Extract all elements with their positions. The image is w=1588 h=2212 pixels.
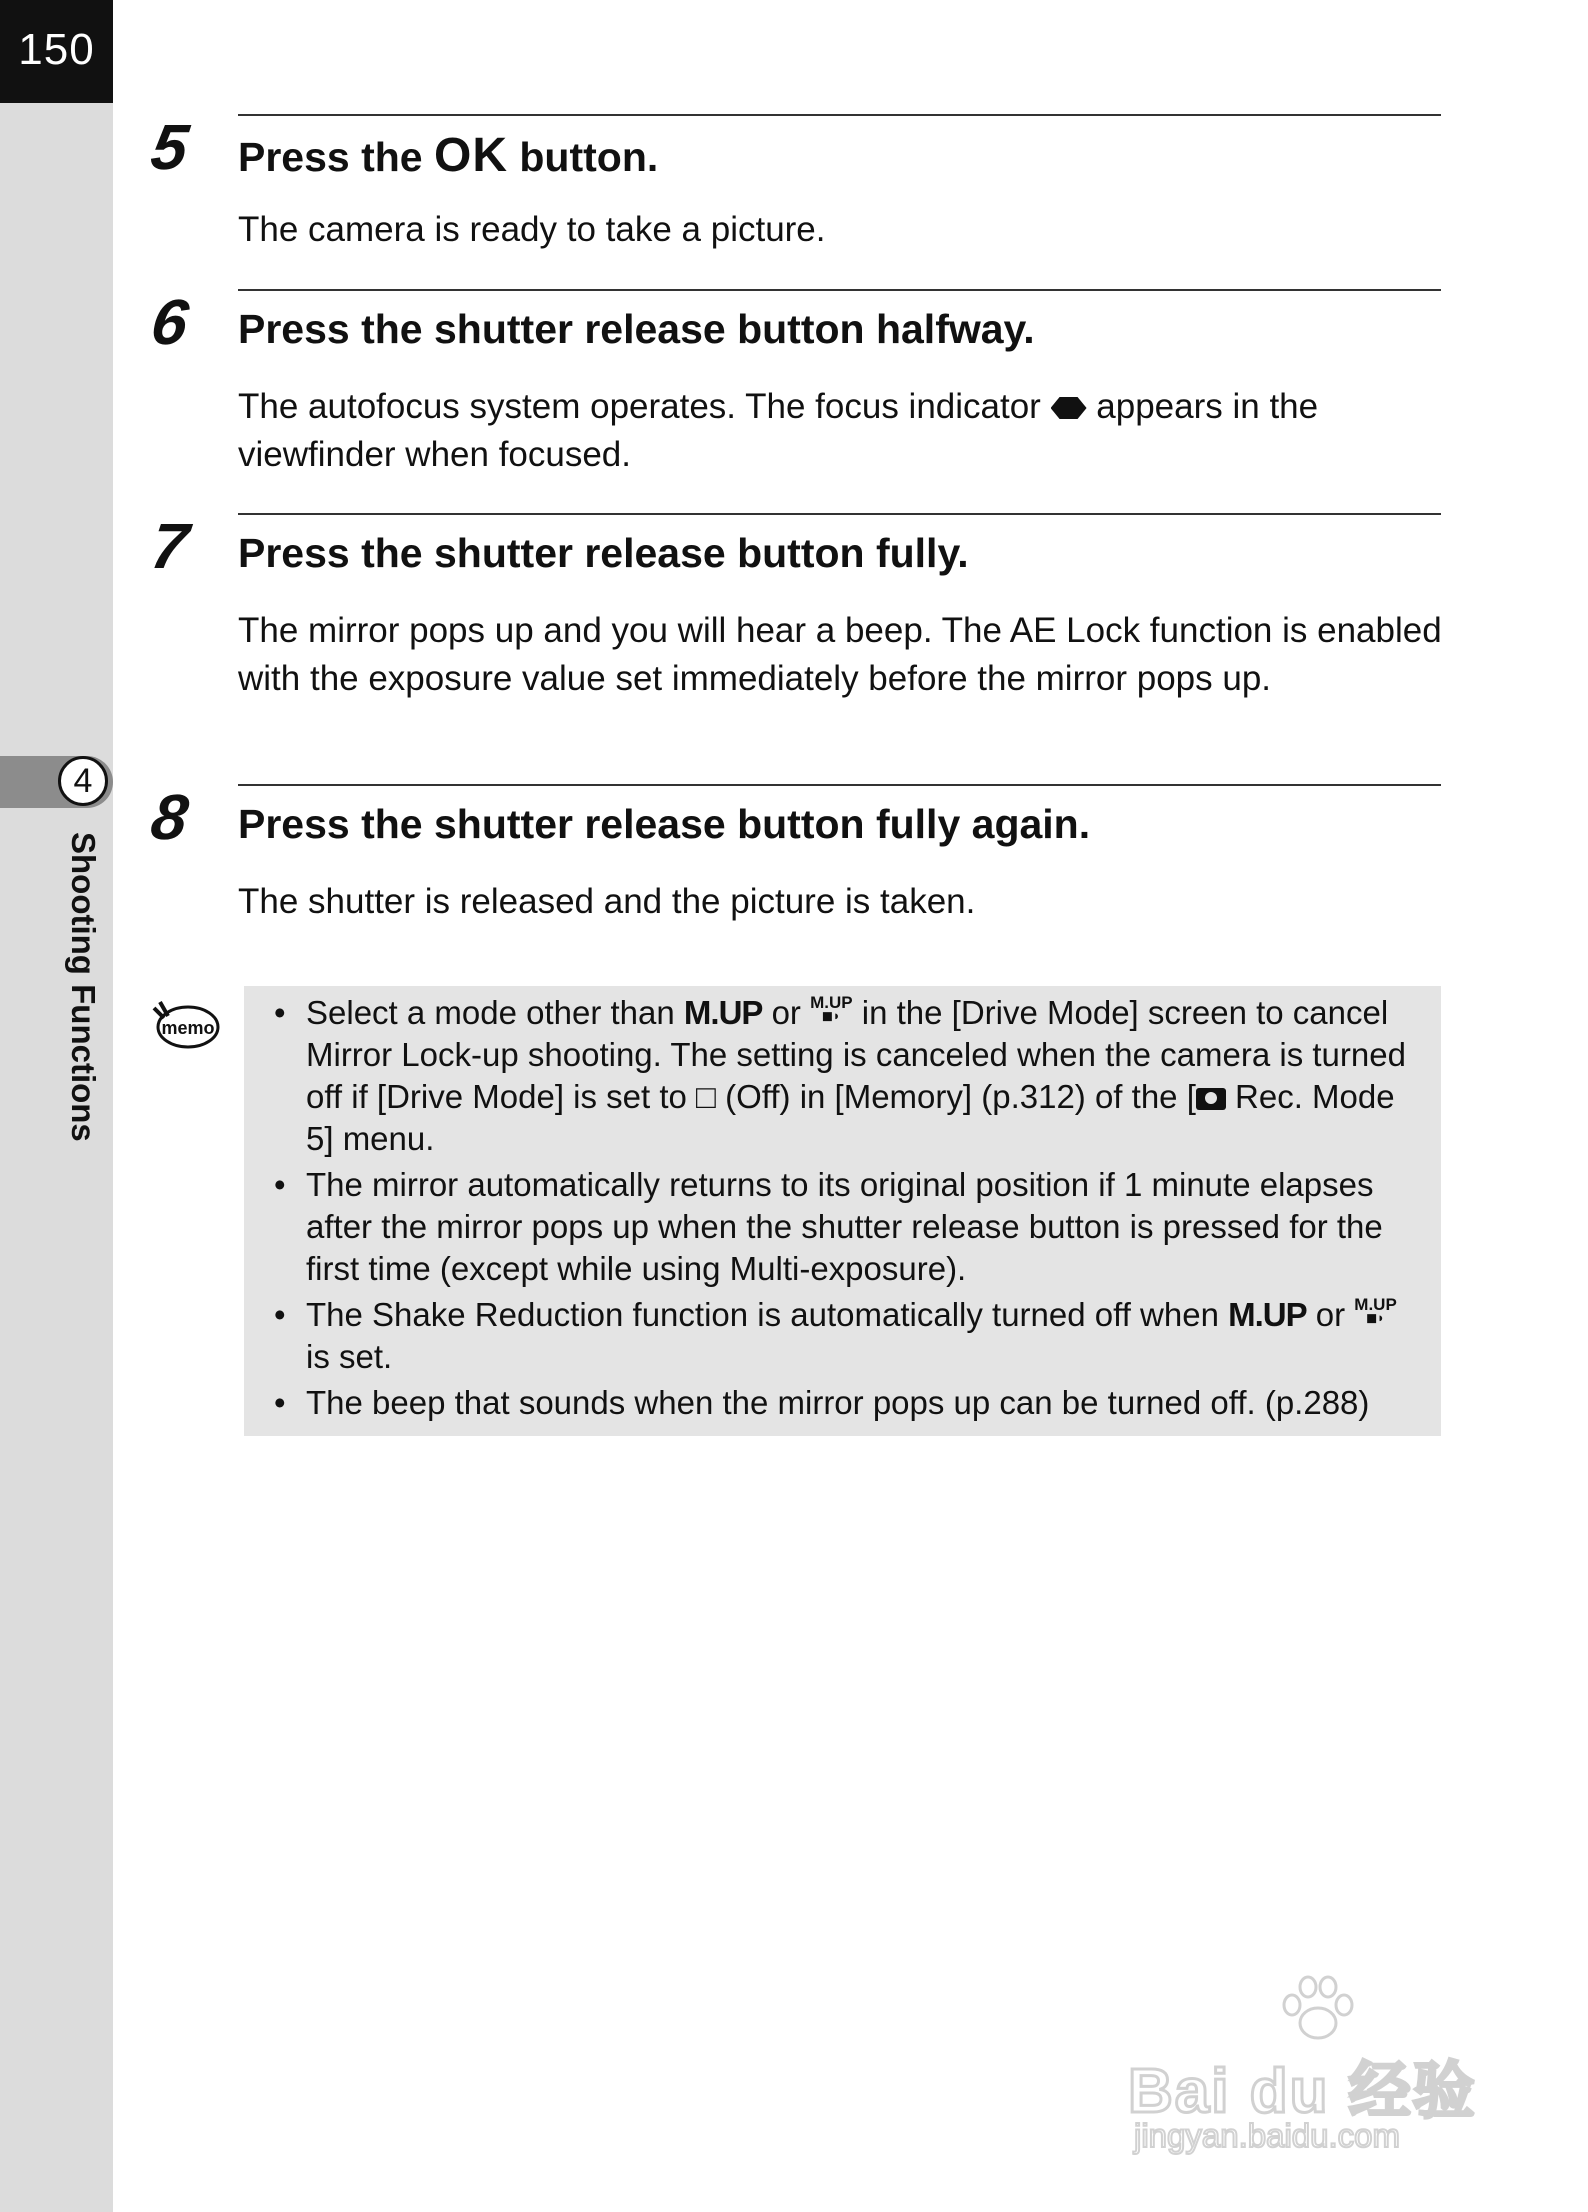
step-title: Press the shutter release button halfway.: [238, 306, 1035, 352]
memo-text: or: [1315, 1296, 1346, 1333]
mirror-up-remote-label: M.UP: [1354, 1295, 1397, 1314]
step-title-text: Press the: [238, 134, 434, 180]
mirror-up-remote-label: M.UP: [810, 993, 853, 1012]
watermark-url: jingyan.baidu.com: [1134, 2117, 1400, 2154]
step-number: 8: [146, 781, 193, 853]
memo-text: Rec. Mode 5] menu.: [306, 1078, 1395, 1157]
step-number: 7: [146, 510, 193, 582]
step-body: The shutter is released and the picture is taken.: [238, 882, 976, 921]
memo-text: or: [771, 994, 801, 1031]
step-body: The camera is ready to take a picture.: [238, 210, 826, 249]
memo-item: • The mirror automatically returns to its original position if 1 minute elapses after the mirror pops up when the shutter release button is pressed for the first time (except while using Multi-exposure).: [260, 1164, 1430, 1290]
memo-item: • The beep that sounds when the mirror pops up can be turned off. (p.288): [260, 1382, 1430, 1424]
mirror-up-remote-icon: M.UP ◼◗: [810, 993, 853, 1023]
step-body: The mirror pops up and you will hear a beep. The AE Lock function is enabled with the exposure value set immediately before the mirror pops up.: [238, 611, 1442, 698]
baidu-watermark: [1128, 1975, 1488, 2155]
memo-text: Select a mode other than: [306, 994, 684, 1031]
memo-list: [260, 992, 1430, 1428]
step-title: Press the shutter release button fully.: [238, 530, 969, 576]
svg-text:memo: memo: [161, 1018, 215, 1038]
focus-indicator-icon: [1051, 397, 1087, 419]
mirror-up-icon: M.UP: [1228, 1296, 1307, 1333]
step-number: 6: [146, 286, 193, 358]
step-title: Press the shutter release button fully again.: [238, 801, 1091, 847]
mirror-up-icon: M.UP: [683, 994, 763, 1031]
memo-text: is set.: [306, 1338, 393, 1375]
paw-icon: [1278, 1975, 1358, 2045]
memo-item: [260, 1294, 1430, 1378]
camera-icon: [1196, 1088, 1226, 1110]
step-divider: [238, 114, 1441, 116]
mirror-up-remote-icon: M.UP ◼◗: [1354, 1295, 1397, 1325]
step-body-text: appears in the viewfinder when focused.: [238, 387, 1319, 474]
watermark-brand: Bai du 经验: [1128, 2057, 1477, 2126]
ok-key-label: OK: [434, 129, 508, 182]
step-title-text: button.: [508, 134, 659, 180]
memo-box: [244, 986, 1441, 1436]
chapter-title: Shooting Functions: [65, 832, 102, 1142]
memo-item: [260, 992, 1430, 1160]
step-title: [238, 130, 658, 183]
step-body-text: The autofocus system operates. The focus indicator: [238, 387, 1051, 426]
step-number: 5: [146, 111, 193, 183]
step-divider: [238, 784, 1441, 786]
memo-text: The Shake Reduction function is automatically turned off when: [306, 1296, 1229, 1333]
memo-icon: [150, 994, 220, 1052]
page-number: 150: [18, 25, 95, 74]
page-number-box: [0, 0, 113, 103]
memo-text: in the [Drive Mode] screen to cancel Mirror Lock-up shooting. The setting is canceled when the camera is turned off if [Drive Mode] is set to □ (Off) in [Memory] (p.312) of the [: [306, 994, 1406, 1115]
chapter-number: 4: [58, 756, 108, 806]
step-body: [238, 383, 1448, 479]
step-divider: [238, 513, 1441, 515]
step-divider: [238, 289, 1441, 291]
